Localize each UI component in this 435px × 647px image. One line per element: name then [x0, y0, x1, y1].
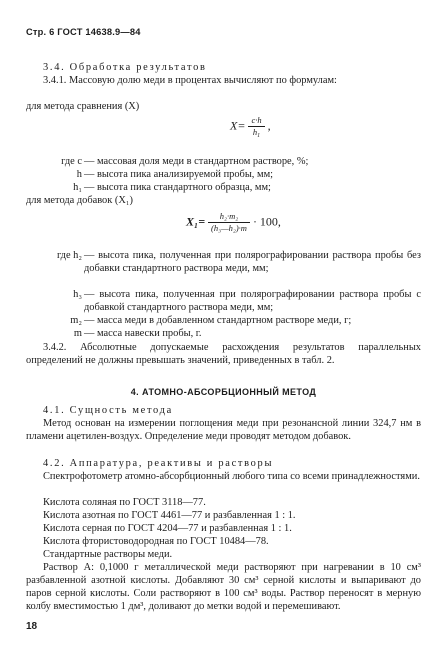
- formula-lhs: X=: [230, 118, 246, 133]
- formula-denominator: $h_1$: [252, 127, 261, 139]
- formula-comparison: [230, 115, 271, 138]
- formula-fraction: [248, 115, 264, 138]
- definition-text: — масса меди в добавленном стандартном растворе меди, г;: [84, 315, 352, 326]
- definition-row: [26, 156, 421, 169]
- reagent-list: [43, 497, 421, 562]
- paragraph-4-1: Метод основан на измерении поглощения меди при резонансной линии 324,7 нм в пламени ацетилен-воздух. Определение меди проводят методом добавок.: [26, 418, 421, 442]
- definition-text: — высота пика, полученная при полярографировании раствора пробы с добавкой стандартного раствора меди, мм;: [84, 289, 421, 313]
- formula-denominator: (h₃—h₂)·m: [211, 223, 247, 233]
- page-number: 18: [26, 621, 38, 632]
- definition-text: — высота пика, полученная при полярографировании раствора пробы без добавки стандартного раствора меди, мм;: [84, 250, 421, 274]
- definition-row: [26, 182, 421, 195]
- section-3-4-title: 3.4. Обработка результатов: [43, 62, 207, 73]
- definition-term: h₃: [73, 289, 82, 300]
- paragraph-3-4-2: 3.4.2. Абсолютные допускаемые расхождения результатов параллельных определений не должны превышать значений, приведенных в табл. 2.: [26, 342, 421, 366]
- method-comparison-label: для метода сравнения (X): [26, 101, 140, 112]
- paragraph-3-4-1: 3.4.1. Массовую долю меди в процентах вычисляют по формулам:: [43, 75, 337, 86]
- definition-term: h₁: [73, 182, 82, 193]
- method-additions-label: для метода добавок (X₁): [26, 195, 133, 206]
- formula-tail: ,: [267, 118, 271, 133]
- paragraph-4-2-intro: Спектрофотометр атомно-абсорбционный любого типа со всеми принадлежностями.: [43, 471, 420, 482]
- section-4-2-title: 4.2. Аппаратура, реактивы и растворы: [43, 458, 274, 469]
- variable-definitions-1: [26, 156, 421, 195]
- list-item: Кислота фтористоводородная по ГОСТ 10484—78.: [43, 536, 269, 547]
- formula-numerator: h₂·m₂: [208, 211, 250, 223]
- list-item: Кислота азотная по ГОСТ 4461—77 и разбавленная 1 : 1.: [43, 510, 296, 521]
- definition-text: — высота пика стандартного образца, мм;: [84, 182, 271, 193]
- variable-definitions-2: [26, 250, 421, 341]
- definition-term: где c: [61, 156, 82, 167]
- list-item: Кислота серная по ГОСТ 4204—77 и разбавленная 1 : 1.: [43, 523, 292, 534]
- formula-numerator: c·h: [248, 115, 264, 127]
- definition-row: [26, 315, 421, 328]
- definition-text: — высота пика анализируемой пробы, мм;: [84, 169, 274, 180]
- definition-term: где h₂: [56, 250, 82, 261]
- section-4-1-title: 4.1. Сущность метода: [43, 405, 173, 416]
- definition-row: [26, 289, 421, 315]
- formula-lhs: X₁=: [186, 214, 206, 229]
- definition-text: — массовая доля меди в стандартном растворе, %;: [84, 156, 309, 167]
- list-item: Стандартные растворы меди.: [43, 549, 173, 560]
- list-item: Кислота соляная по ГОСТ 3118—77.: [43, 497, 206, 508]
- definition-term: h: [76, 169, 82, 180]
- formula-additions: [186, 211, 281, 234]
- definition-text: — масса навески пробы, г.: [84, 328, 202, 339]
- running-header: Стр. 6 ГОСТ 14638.9—84: [26, 27, 141, 37]
- definition-term: m₂: [70, 315, 82, 326]
- definition-row: [26, 169, 421, 182]
- definition-term: m: [73, 328, 82, 339]
- formula-tail: · 100,: [252, 214, 281, 229]
- definition-row: [26, 328, 421, 341]
- formula-fraction: [208, 211, 250, 234]
- paragraph-solution-a: Раствор А: 0,1000 г металлической меди растворяют при нагревании в 10 см³ разбавленной азотной кислоты. Добавляют 30 см³ серной кислоты и выпаривают до паров серной кислоты. Соли растворяют в 100 см³ воды. Раствор переносят в мерную колбу вместимостью 1 дм³, доливают до метки водой и перемешивают.: [26, 562, 421, 612]
- definition-row: [26, 250, 421, 289]
- section-4-title: 4. АТОМНО-АБСОРБЦИОННЫЙ МЕТОД: [130, 387, 317, 397]
